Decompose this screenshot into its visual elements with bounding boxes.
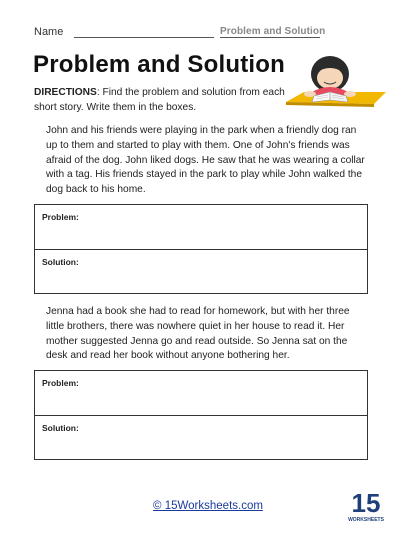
- problem-field-1[interactable]: [35, 205, 367, 250]
- answer-box-1: [34, 204, 368, 294]
- header-title: Problem and Solution: [220, 26, 326, 37]
- solution-label-1: Solution:: [42, 257, 79, 267]
- problem-field-2[interactable]: [35, 371, 367, 416]
- name-header: [34, 24, 394, 40]
- name-label: Name: [34, 26, 64, 38]
- problem-label-2: Problem:: [42, 378, 79, 388]
- directions: [34, 85, 304, 115]
- worksheets-logo: [348, 488, 384, 524]
- girl-reading-illustration: [282, 52, 394, 112]
- story-2-text: Jenna had a book she had to read for homework, but with her three little brothers, there was nowhere quiet in her house to read it. Her mother suggested Jenna go and read outside. So Jenna sat on the desk and read her book without anyone bothering her.: [46, 306, 350, 362]
- answer-box-2: [34, 370, 368, 460]
- name-line[interactable]: [74, 37, 214, 38]
- directions-text: : Find the problem and solution from each short story. Write them in the boxes.: [34, 87, 285, 113]
- logo-text: WORKSHEETS: [348, 517, 384, 523]
- solution-field-1[interactable]: [35, 250, 367, 295]
- header-divider: [220, 37, 320, 38]
- problem-label-1: Problem:: [42, 212, 79, 222]
- page-title: Problem and Solution: [33, 51, 286, 78]
- solution-field-2[interactable]: [35, 416, 367, 461]
- solution-label-2: Solution:: [42, 423, 79, 433]
- directions-label: DIRECTIONS: [34, 87, 97, 98]
- logo-number: 15: [351, 488, 381, 518]
- story-1-text: John and his friends were playing in the park when a friendly dog ran up to them and started to play with them. One of John's friends was afraid of the dog. John liked dogs. He saw that he was wearing a collar with a tag. His friends stayed in the park to play while John walked the dog back to his home.: [46, 125, 365, 196]
- copyright-link[interactable]: © 15Worksheets.com: [153, 500, 263, 512]
